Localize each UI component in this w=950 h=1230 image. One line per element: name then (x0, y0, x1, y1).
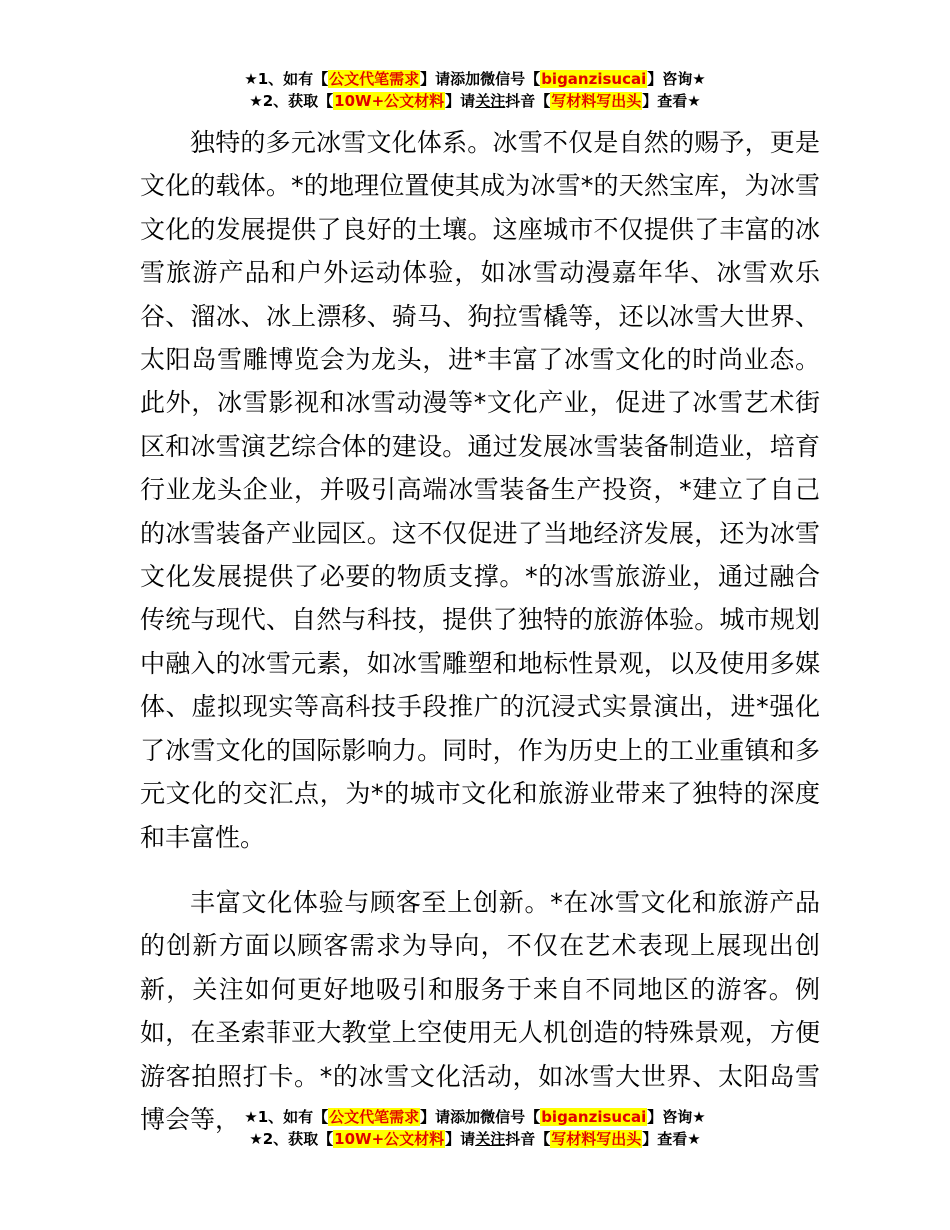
promo-line-1 (0, 1106, 950, 1128)
star-icon: ★ (244, 1108, 258, 1126)
star-icon: ★ (687, 1130, 701, 1148)
promo-text: 】咨询 (647, 70, 693, 88)
star-icon: ★ (692, 1108, 706, 1126)
star-icon: ★ (249, 92, 263, 110)
body-paragraph-2: 丰富文化体验与顾客至上创新。*在冰雪文化和旅游产品的创新方面以顾客需求为导向，不仅在艺术表现上展现出创新，关注如何更好地吸引和服务于来自不同地区的游客。例如，在圣索菲亚大教堂上空使用无人机创造的特殊景观，方便游客拍照打卡。*的冰雪文化活动，如冰雪大世界、太阳岛雪博会等， (140, 887, 820, 1134)
promo-highlight-wechat-id: biganzisucai (541, 70, 647, 88)
promo-highlight-douyin-account: 写材料写出头 (551, 92, 642, 110)
promo-text: 1、如有【 (257, 70, 329, 88)
body-paragraph-1: 独特的多元冰雪文化体系。冰雪不仅是自然的赐予，更是文化的载体。*的地理位置使其成为冰雪*的天然宝库，为冰雪文化的发展提供了良好的土壤。这座城市不仅提供了丰富的冰雪旅游产品和户外运动体验，如冰雪动漫嘉年华、冰雪欢乐谷、溜冰、冰上漂移、骑马、狗拉雪橇等，还以冰雪大世界、太阳岛雪雕博览会为龙头，进*丰富了冰雪文化的时尚业态。此外，冰雪影视和冰雪动漫等*文化产业，促进了冰雪艺术街区和冰雪演艺综合体的建设。通过发展冰雪装备制造业，培育行业龙头企业，并吸引高端冰雪装备生产投资，*建立了自己的冰雪装备产业园区。这不仅促进了当地经济发展，还为冰雪文化发展提供了必要的物质支撑。*的冰雪旅游业，通过融合传统与现代、自然与科技，提供了独特的旅游体验。城市规划中融入的冰雪元素，如冰雪雕塑和地标性景观，以及使用多媒体、虚拟现实等高科技手段推广的沉浸式实景演出，进*强化了冰雪文化的国际影响力。同时，作为历史上的工业重镇和多元文化的交汇点，为*的城市文化和旅游业带来了独特的深度和丰富性。 (140, 128, 820, 852)
promo-text: 2、获取【 (262, 92, 334, 110)
promo-line-2 (0, 1128, 950, 1150)
promo-underline-follow: 关注 (475, 92, 506, 110)
promo-text: 】查看 (642, 1130, 688, 1148)
promo-highlight-douyin-account: 写材料写出头 (551, 1130, 642, 1148)
promo-text: 】咨询 (647, 1108, 693, 1126)
star-icon: ★ (692, 70, 706, 88)
promo-text: 抖音【 (505, 1130, 551, 1148)
star-icon: ★ (687, 92, 701, 110)
promo-highlight-ghostwriting: 公文代笔需求 (329, 1108, 420, 1126)
promo-text: 】请添加微信号【 (420, 1108, 541, 1126)
document-body (140, 121, 820, 1141)
star-icon: ★ (244, 70, 258, 88)
promo-text: 】查看 (642, 92, 688, 110)
promo-line-2 (0, 90, 950, 112)
promo-highlight-materials: 10W+公文材料 (334, 92, 445, 110)
promo-highlight-materials: 10W+公文材料 (334, 1130, 445, 1148)
promo-text: 2、获取【 (262, 1130, 334, 1148)
promo-highlight-wechat-id: biganzisucai (541, 1108, 647, 1126)
footer-promo-banner (0, 1106, 950, 1150)
promo-highlight-ghostwriting: 公文代笔需求 (329, 70, 420, 88)
promo-text: 】请添加微信号【 (420, 70, 541, 88)
promo-line-1 (0, 68, 950, 90)
promo-text: 】请 (445, 1130, 476, 1148)
promo-text: 抖音【 (505, 92, 551, 110)
promo-text: 】请 (445, 92, 476, 110)
promo-text: 1、如有【 (257, 1108, 329, 1126)
star-icon: ★ (249, 1130, 263, 1148)
header-promo-banner (0, 68, 950, 112)
promo-underline-follow: 关注 (475, 1130, 506, 1148)
